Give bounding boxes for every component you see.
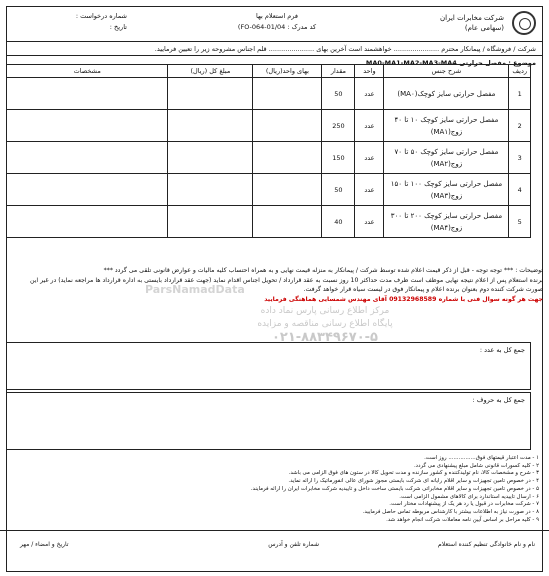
phone-address-label: شماره تلفن و آدرس (268, 541, 319, 548)
total-price-cell[interactable] (168, 174, 253, 206)
item-description: مفصل حرارتی سایز کوچک(MA۰) (384, 78, 509, 110)
list-item: ۲ - کلیه کسورات قانونی شامل مبلغ پیشنهادی می گردد. (413, 462, 539, 469)
col-description: شرح جنس (384, 65, 509, 78)
signature-footer (0, 530, 549, 565)
item-unit: عدد (355, 174, 384, 206)
date-label: تاریخ : (109, 23, 127, 31)
form-title-box (207, 11, 347, 33)
col-unit: واحد (355, 65, 384, 78)
sum-numbers-label: جمع کل به عدد : (479, 346, 525, 354)
divider (7, 55, 542, 56)
form-code: کد مدرک : FO-064-01/04) (237, 23, 317, 31)
table-row (7, 110, 531, 142)
specs-cell[interactable] (7, 206, 168, 238)
total-price-cell[interactable] (168, 110, 253, 142)
col-total-price: مبلغ کل (ریال) (168, 65, 253, 78)
company-logo-icon (512, 11, 536, 35)
total-price-cell[interactable] (168, 78, 253, 110)
intro-line: شرکت / فروشگاه / پیمانکار محترم ...................... خواهشمند است آخرین بهای ...................... قلم اجناس مشروحه زیر را تعیین فرمایید. (154, 45, 536, 53)
col-unit-price: بهای واحد(ریال) (253, 65, 322, 78)
row-number: 2 (509, 110, 531, 142)
unit-price-cell[interactable] (253, 110, 322, 142)
item-description: مفصل حرارتی سایز کوچک ۵۰ تا ۷۰ زوج(MA۲) (384, 142, 509, 174)
row-number: 5 (509, 206, 531, 238)
col-quantity: مقدار (322, 65, 355, 78)
item-description: مفصل حرارتی سایز کوچک ۲۰۰ تا ۳۰۰ زوج(MA۴) (384, 206, 509, 238)
item-quantity: 250 (322, 110, 355, 142)
specs-cell[interactable] (7, 110, 168, 142)
list-item: ۱ - مدت اعتبار قیمتهای فوق................ روز است. (424, 455, 539, 461)
table-row (7, 174, 531, 206)
item-unit: عدد (355, 110, 384, 142)
notes-award-terms: برنده استعلام پس از اعلام نتیجه نهایی موظف است ظرف مدت حداکثر 10 روز نسبت به عقد قرارداد / تحویل اجناس اقدام نماید (جهت عقد قرارداد بایستی به اداره قرارداد ها مراجعه نماید) در غیر این صورت شرکت کننده دوم بعنوان برنده اعلام و پیمانکار فوق در لیست سیاه قرار خواهد گرفت. (29, 276, 543, 293)
terms-list (21, 455, 539, 524)
items-table (6, 64, 531, 238)
form-header (7, 7, 542, 42)
row-number: 3 (509, 142, 531, 174)
form-title: فرم استعلام بها (256, 12, 298, 20)
col-row-number: ردیف (509, 65, 531, 78)
watermark-phone: ۰۲۱-۸۸۳۴۹۶۷۰-۵ (271, 330, 378, 345)
col-specs: مشخصات (7, 65, 168, 78)
row-number: 4 (509, 174, 531, 206)
sum-words-box[interactable] (6, 392, 531, 450)
table-header-row (7, 65, 531, 78)
specs-cell[interactable] (7, 174, 168, 206)
item-unit: عدد (355, 78, 384, 110)
table-row (7, 142, 531, 174)
list-item: ۶ - ارسال تاییدیه استاندارد برای کالاهای مشمول الزامی است. (399, 493, 539, 500)
item-quantity: 150 (322, 142, 355, 174)
specs-cell[interactable] (7, 78, 168, 110)
item-quantity: 40 (322, 206, 355, 238)
list-item: ۷ - شرکت مخابرات در قبول یا رد هر یک از پیشنهادات مختار است. (389, 501, 539, 508)
sum-numbers-box[interactable] (6, 342, 531, 390)
item-quantity: 50 (322, 174, 355, 206)
request-info (17, 11, 127, 33)
item-quantity: 50 (322, 78, 355, 110)
table-row (7, 78, 531, 110)
technical-contact: جهت هر گونه سوال فنی با شماره 09132968589 آقای مهندس شمسایی هماهنگی فرمایید (264, 295, 543, 303)
list-item: ۳ - شرح و مشخصات کالا، نام تولیدکننده و کشور سازنده و مدت تحویل کالا در ستون های فوق الزامی می باشد. (288, 470, 539, 477)
list-item: ۵ - در خصوص تامین تجهیزات و سایر اقلام مخابراتی شرکت بایستی ساخت داخل و تاییدیه شرکت مخابرات ایران را ارائه فرمایند. (250, 485, 539, 492)
notes-title: توضیحات : *** توجه توجه - قبل از ذکر قیمت اعلام شده توسط شرکت / پیمانکار به منزله قیمت نهایی و به همراه احتساب کلیه مالیات و عوارض قانونی تلقی می گردد *** (103, 267, 543, 274)
unit-price-cell[interactable] (253, 206, 322, 238)
item-unit: عدد (355, 142, 384, 174)
subject-line: موضوع : مفصل حرارتی MA0-MA1-MA2-MA3-MA4 (365, 59, 536, 67)
unit-price-cell[interactable] (253, 142, 322, 174)
item-description: مفصل حرارتی سایز کوچک ۱۰ تا ۴۰ زوج(MA۱) (384, 110, 509, 142)
item-description: مفصل حرارتی سایز کوچک ۱۰۰ تا ۱۵۰ زوج(MA۳) (384, 174, 509, 206)
list-item: ۹ - کلیه مراحل بر اساس آیین نامه معاملات شرکت انجام خواهد شد. (386, 516, 539, 523)
table-row (7, 206, 531, 238)
unit-price-cell[interactable] (253, 174, 322, 206)
total-price-cell[interactable] (168, 142, 253, 174)
watermark-brand: ParsNamadData (145, 283, 245, 296)
list-item: ۸ - در صورت نیاز به اطلاعات بیشتر با کارشناس مربوطه تماس حاصل فرمایید. (362, 508, 539, 515)
row-number: 1 (509, 78, 531, 110)
unit-price-cell[interactable] (253, 78, 322, 110)
preparer-name-label: نام و نام خانوادگی تنظیم کننده استعلام (438, 541, 535, 548)
total-price-cell[interactable] (168, 206, 253, 238)
sum-words-label: جمع کل به حروف : (472, 396, 525, 404)
watermark-line1: مرکز اطلاع رسانی پارس نماد داده (260, 306, 390, 316)
list-item: ۴ - در خصوص تامین تجهیزات و سایر اقلام رایانه ای شرکت بایستی مجوز شورای عالی انفورماتیک را ارائه نماید. (288, 478, 539, 485)
company-name: شرکت مخابرات ایران (سهامی عام) (440, 14, 504, 32)
signature-stamp-label: تاریخ و امضاء / مهر (20, 541, 69, 548)
watermark-line2: پایگاه اطلاع رسانی مناقصه و مزایده (257, 319, 393, 329)
request-number-label: شماره درخواست : (75, 12, 127, 20)
item-unit: عدد (355, 206, 384, 238)
notes-section (18, 266, 543, 304)
specs-cell[interactable] (7, 142, 168, 174)
